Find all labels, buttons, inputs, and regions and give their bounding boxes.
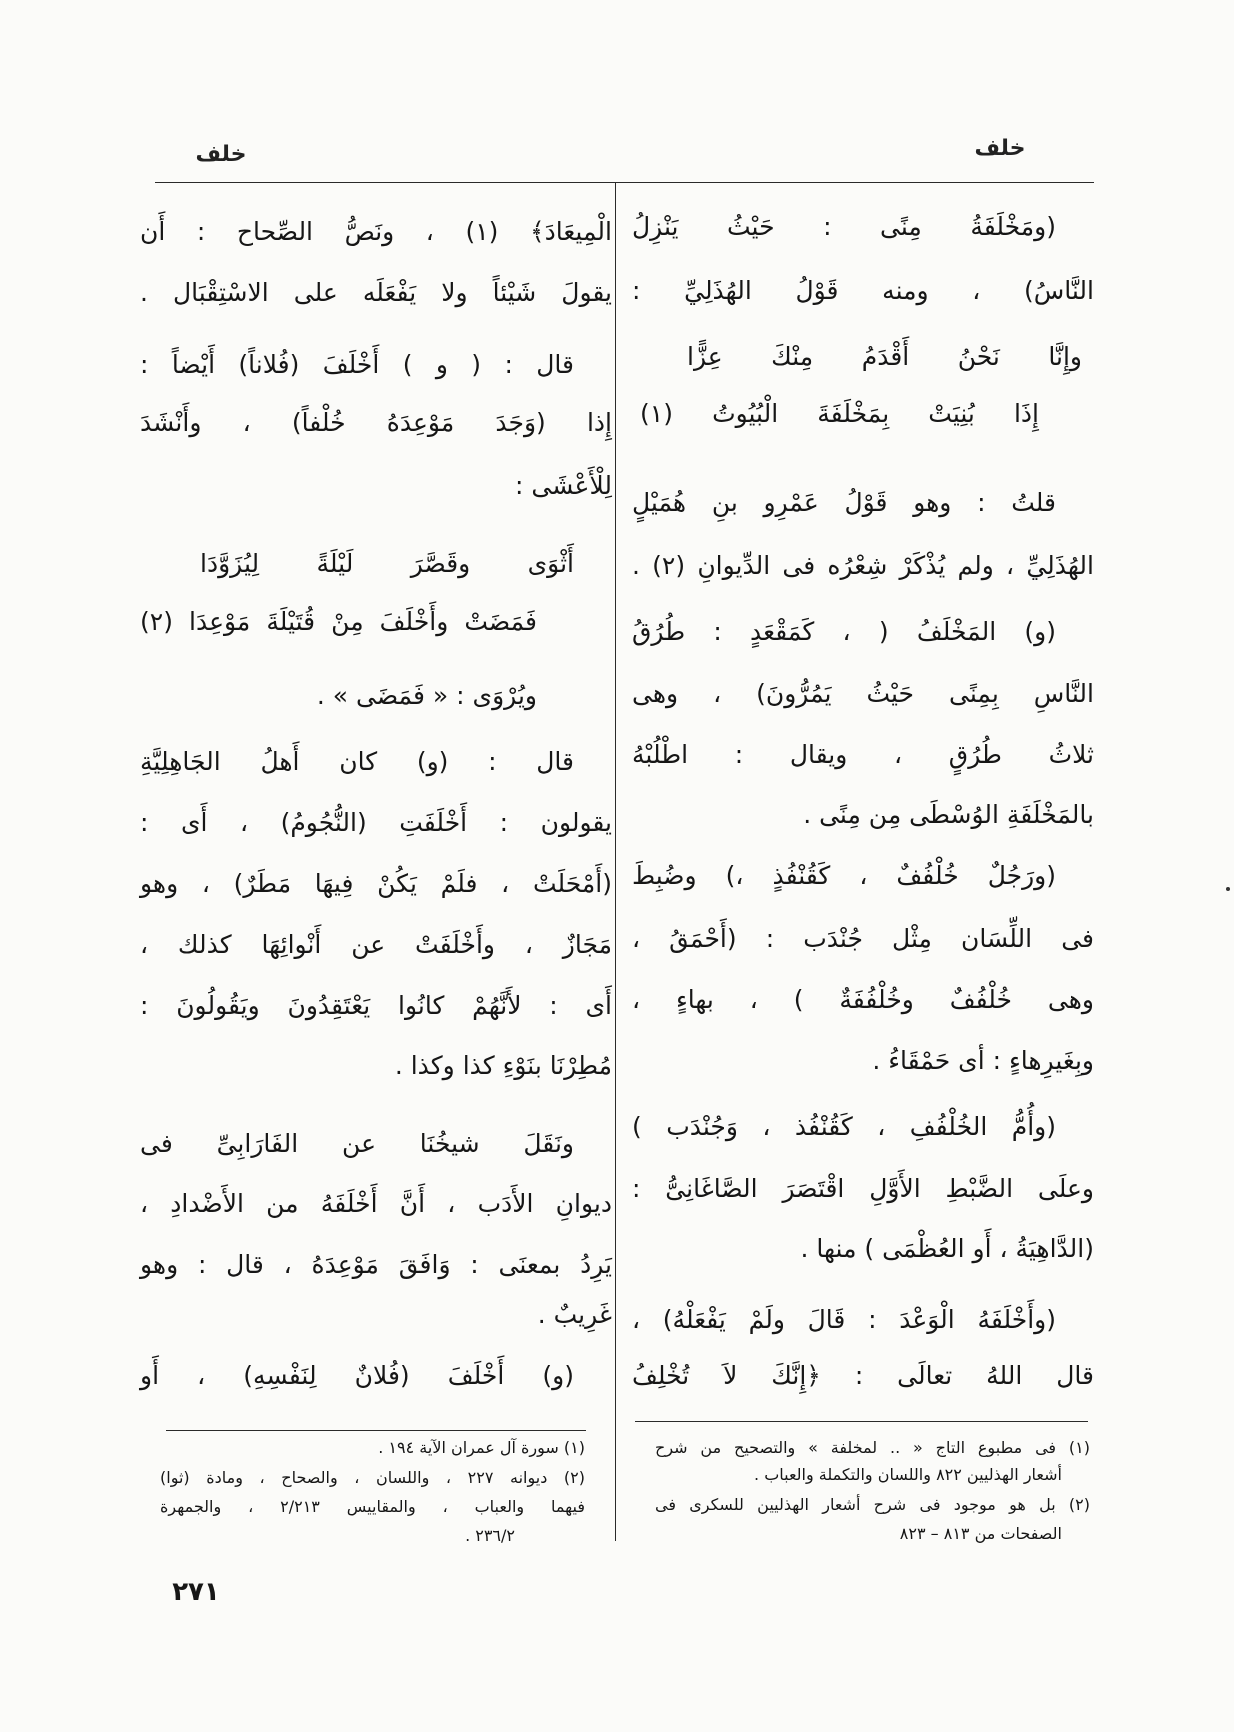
text-line: بالمَخْلَفَةِ الوُسْطَى مِن مِنًى . (803, 800, 1094, 829)
verse-line: فَمَضَتْ وأَخْلَفَ مِنْ قُتَيْلَةَ مَوْعِدَا (٢) (140, 607, 537, 636)
text-line: (و) المَخْلَفُ ( ، كَمَقْعَدٍ : طُرُقُ (632, 617, 1056, 646)
page-number: ٢٧١ (172, 1577, 220, 1607)
text-line: قلتُ : وهو قَوْلُ عَمْرِو بنِ هُمَيْلٍ (632, 488, 1056, 517)
text-line: أَى : لأَنَّهُمْ كانُوا يَعْتَقِدُونَ ويَقُولُونَ : (140, 991, 612, 1020)
text-line: ويُرْوَى : « فَمَضَى » . (316, 681, 537, 710)
footnote-line: أشعار الهذليين ٨٢٢ واللسان والتكملة والعباب . (754, 1465, 1062, 1484)
text-line: يقولون : أَخْلَفَتِ (النُّجُومُ) ، أَى : (140, 808, 612, 837)
text-line: غَرِيبٌ . (537, 1300, 612, 1329)
text-line: مَجَازٌ ، وأَخْلَفَتْ عن أَنْوائِهَا كذلك ، (140, 930, 612, 959)
text-line: إِذا (وَجَدَ مَوْعِدَهُ خُلْفاً) ، وأَنْشَدَ (140, 408, 612, 437)
footnote-line: فيهما والعباب ، والمقاييس ٢/٢١٣ ، والجمهرة (160, 1497, 585, 1516)
text-line: وبِغَيرِهاءٍ : أى حَمْقَاءُ . (872, 1046, 1094, 1075)
text-line: (أَمْحَلَتْ ، فلَمْ يَكُنْ فِيهَا مَطَرٌ) ، وهو (140, 869, 612, 898)
text-line: وعلَى الضَّبْطِ الأَوَّلِ اقْتَصَرَ الصَّاغَانِىُّ : (632, 1174, 1094, 1203)
text-line: ديوانِ الأَدَب ، أَنَّ أَخْلَفَهُ من الأَضْدادِ ، (140, 1189, 612, 1218)
text-line: الهُذَلِيِّ ، ولم يُذْكَرْ شِعْرُه فى الدِّيوانِ (٢) . (632, 551, 1094, 580)
verse-line: وإِنَّا نَحْنُ أَقْدَمُ مِنْكَ عِزًّا (687, 342, 1082, 371)
text-line: فى اللِّسَان مِثْل جُنْدَب : (أَحْمَقُ ، (632, 924, 1094, 953)
header-rule (155, 182, 1094, 183)
footnote-line: ٢٣٦/٢ . (465, 1526, 515, 1545)
text-line: مُطِرْنَا بنَوْءِ كذا وكذا . (394, 1051, 612, 1080)
column-rule (615, 183, 616, 1541)
text-line: الْمِيعَادَ﴾ (١) ، ونَصُّ الصِّحاح : أَن (140, 217, 612, 246)
text-line: قال : ( و ) أَخْلَفَ (فُلاناً) أَيْضاً : (140, 350, 574, 379)
footnote-line: الصفحات من ٨١٣ – ٨٢٣ (899, 1524, 1062, 1543)
text-line: قال : (و) كان أَهلُ الجَاهِلِيَّةِ (140, 747, 574, 776)
text-line: (و) أَخْلَفَ (فُلانٌ لِنَفْسِهِ) ، أَو (140, 1361, 574, 1390)
text-line: (وأُمُّ الخُلْفُفِ ، كَقُنْفُذ ، وَجُنْدَب ) (632, 1112, 1056, 1141)
text-line: ثلاثُ طُرُقٍ ، ويقال : اطْلُبْهُ (632, 740, 1094, 769)
text-line: (ومَخْلَفَةُ مِنًى : حَيْثُ يَنْزِلُ (632, 212, 1056, 241)
running-head-left: خلف (195, 142, 247, 167)
footnote-line: (٢) ديوانه ٢٢٧ ، واللسان ، والصحاح ، ومادة (ثوا) (160, 1468, 586, 1487)
scan-speck (1226, 887, 1230, 891)
text-line: يَرِدُ بمعنَى : وَافَقَ مَوْعِدَهُ ، قال : وهو (140, 1250, 612, 1279)
text-line: يقولَ شَيْئاً ولا يَفْعَلَه على الاسْتِقْبَال . (140, 278, 612, 307)
text-line: (الدَّاهِيَةُ ، أَو العُظْمَى ) منها . (800, 1234, 1094, 1263)
text-line: (وأَخْلَفَهُ الْوَعْدَ : قَالَ ولَمْ يَفْعَلْهُ) ، (632, 1305, 1056, 1334)
text-line: النَّاسِ بِمِنًى حَيْثُ يَمُرُّونَ) ، وهى (632, 679, 1094, 708)
verse-line: أَثْوَى وقَصَّرَ لَيْلَةً لِيُزَوَّدَا (200, 549, 574, 578)
running-head-right: خلف (974, 136, 1026, 161)
footnote-line: (١) فى مطبوع التاج « .. لمخلفة » والتصحيح من شرح (655, 1438, 1090, 1457)
text-line: وهى خُلْفُفٌ وخُلْفُفَةٌ ) ، بهاءٍ ، (632, 985, 1094, 1014)
text-line: النَّاسُ) ، ومنه قَوْلُ الهُذَلِيِّ : (632, 276, 1094, 305)
footnote-rule (166, 1430, 586, 1431)
text-line: قال اللهُ تعالَى : ﴿إِنَّكَ لاَ تُخْلِفُ (632, 1361, 1094, 1390)
text-line: ونَقَلَ شيخُنَا عن الفَارَابِىِّ فى (140, 1129, 574, 1158)
text-line: لِلْأَعْشَى : (515, 471, 612, 500)
footnote-line: (٢) بل هو موجود فى شرح أشعار الهذليين للسكرى فى (655, 1495, 1090, 1514)
text-line: (ورَجُلٌ خُلْفُفٌ ، كَقُنْفُذٍ ،) وضُبِطَ (632, 861, 1056, 890)
footnote-rule (635, 1421, 1088, 1422)
verse-line: إِذَا بُنِيَتْ بِمَخْلَفَةَ الْبُيُوتُ (١) (640, 399, 1039, 428)
footnote-line: (١) سورة آل عمران الآية ١٩٤ . (378, 1438, 585, 1457)
